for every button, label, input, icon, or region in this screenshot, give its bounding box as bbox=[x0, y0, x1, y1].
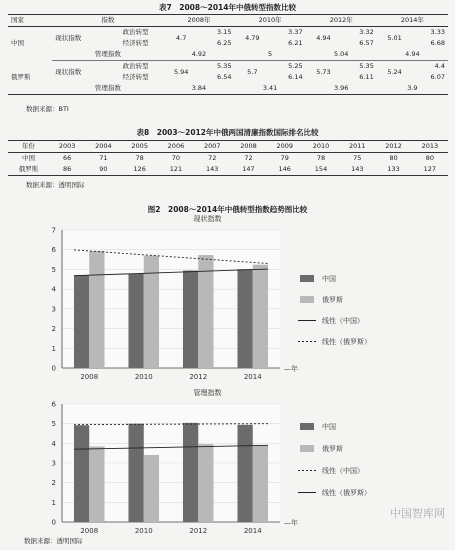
x-tick-label: 2010 bbox=[134, 373, 153, 381]
x-tick-label: 2014 bbox=[243, 373, 262, 381]
bar-russia bbox=[253, 445, 268, 522]
table-row bbox=[8, 141, 448, 153]
table8-cell: 年份 bbox=[8, 141, 49, 153]
bar-china bbox=[237, 425, 252, 522]
table8-cell: 2005 bbox=[122, 141, 158, 153]
table8-cell: 127 bbox=[423, 165, 437, 173]
table7-cell: 3.37 bbox=[288, 28, 303, 36]
table7-cell: 6.57 bbox=[359, 39, 374, 47]
table7-sub: 经济转型 bbox=[122, 73, 149, 81]
table-row bbox=[8, 61, 448, 73]
table7-cell: 4.94 bbox=[316, 33, 331, 42]
table8-cell: 147 bbox=[242, 165, 255, 173]
legend-label: 线性（中国） bbox=[322, 467, 364, 475]
bar-russia bbox=[144, 455, 159, 522]
bar-russia bbox=[253, 265, 268, 368]
bar-china bbox=[128, 424, 143, 522]
bar-china bbox=[74, 275, 89, 368]
table8-title: 表8 2003～2012年中俄两国清廉指数国际排名比较 bbox=[136, 128, 319, 137]
table-row bbox=[8, 49, 448, 61]
table7-sub: 经济转型 bbox=[122, 39, 149, 47]
bar-china bbox=[74, 425, 89, 522]
bar-russia bbox=[89, 446, 104, 522]
legend-swatch bbox=[300, 445, 314, 452]
legend-swatch bbox=[300, 296, 314, 303]
watermark: 中国智库网 bbox=[390, 507, 445, 520]
bar-china bbox=[183, 271, 198, 368]
table7-index: 现状指数 bbox=[55, 33, 82, 42]
table8-cell: 126 bbox=[133, 165, 146, 173]
legend-label: 俄罗斯 bbox=[322, 296, 343, 304]
table7-cell: 4.79 bbox=[245, 33, 260, 42]
table7-cell: 6.25 bbox=[217, 39, 232, 47]
table8-source: 数据来源：透明国际 bbox=[26, 181, 85, 189]
table8-cell: 146 bbox=[278, 165, 291, 173]
table8-cell: 143 bbox=[206, 165, 219, 173]
bar-russia bbox=[198, 255, 213, 368]
table7-header: 2014年 bbox=[377, 15, 448, 27]
table7-cell: 5.25 bbox=[288, 62, 303, 70]
figure-source: 数据来源：透明国际 bbox=[24, 537, 83, 545]
y-tick-label: 1 bbox=[51, 498, 56, 507]
table8-cell: 2012 bbox=[375, 141, 411, 153]
legend-swatch bbox=[300, 275, 314, 282]
table8-cell: 133 bbox=[387, 165, 400, 173]
table7-cell: 3.32 bbox=[359, 28, 374, 36]
table7-country: 俄罗斯 bbox=[11, 72, 31, 81]
x-tick-label: 2014 bbox=[243, 527, 262, 535]
table7-cell: 5.01 bbox=[387, 33, 402, 42]
table8-cell: 2004 bbox=[85, 141, 121, 153]
table7 bbox=[8, 14, 448, 95]
table7-header: 国家 bbox=[8, 15, 52, 27]
y-tick-label: 5 bbox=[51, 265, 56, 274]
table7-header: 2008年 bbox=[163, 15, 234, 27]
table8-cell: 90 bbox=[99, 165, 108, 173]
table8-cell: 78 bbox=[135, 154, 144, 162]
y-tick-label: 1 bbox=[51, 344, 56, 353]
table7-header: 2012年 bbox=[306, 15, 377, 27]
table-row bbox=[8, 83, 448, 95]
y-tick-label: 4 bbox=[51, 439, 56, 448]
legend-label: 中国 bbox=[322, 423, 336, 431]
table8-cell: 2010 bbox=[303, 141, 339, 153]
table7-cell: 5.73 bbox=[316, 67, 331, 76]
y-tick-label: 0 bbox=[51, 364, 56, 373]
table8-cell: 80 bbox=[389, 154, 398, 162]
table8-cell: 71 bbox=[99, 154, 108, 162]
table-row bbox=[8, 164, 448, 176]
table8-cell: 72 bbox=[208, 154, 217, 162]
y-tick-label: 3 bbox=[51, 305, 56, 314]
table7-cell: 6.21 bbox=[288, 39, 303, 47]
table7-cell: 4.92 bbox=[163, 49, 234, 61]
table8-cell: 2008 bbox=[230, 141, 266, 153]
table7-cell: 3.15 bbox=[217, 28, 232, 36]
table8 bbox=[8, 140, 448, 176]
table7-country: 中国 bbox=[11, 39, 24, 48]
bar-russia bbox=[89, 251, 104, 368]
y-tick-label: 6 bbox=[51, 246, 56, 255]
bar-china bbox=[128, 274, 143, 368]
x-tick-label: 2010 bbox=[134, 527, 153, 535]
legend-label: 线性（俄罗斯） bbox=[322, 489, 371, 497]
y-tick-label: 3 bbox=[51, 459, 56, 468]
x-tick-label: 2008 bbox=[80, 373, 99, 381]
table-row bbox=[8, 27, 448, 39]
table7-cell: 3.9 bbox=[407, 84, 418, 92]
table8-cell: 72 bbox=[244, 154, 253, 162]
y-tick-label: 2 bbox=[51, 325, 56, 334]
table7-cell: 6.07 bbox=[430, 73, 445, 81]
table8-cell: 78 bbox=[316, 154, 326, 162]
y-tick-label: 2 bbox=[51, 479, 56, 488]
table7-cell: 4.7 bbox=[176, 33, 187, 42]
y-tick-label: 6 bbox=[51, 400, 56, 409]
table7-cell: 5.35 bbox=[217, 62, 232, 70]
table8-cell: 俄罗斯 bbox=[18, 165, 39, 173]
table7-sub: 政治转型 bbox=[122, 62, 149, 70]
chart2-title: 管理指数 bbox=[193, 389, 222, 397]
table8-cell: 2013 bbox=[412, 141, 448, 153]
y-tick-label: 7 bbox=[51, 226, 56, 235]
table7-cell: 3.33 bbox=[430, 28, 445, 36]
bar-china bbox=[183, 423, 198, 522]
table8-cell: 75 bbox=[353, 154, 362, 162]
legend-label: 中国 bbox=[322, 275, 336, 283]
table7-cell: 6.11 bbox=[359, 73, 374, 81]
table7-sub: 政治转型 bbox=[122, 28, 149, 36]
bar-russia bbox=[198, 444, 213, 522]
table8-cell: 2009 bbox=[267, 141, 303, 153]
table7-cell: 5.94 bbox=[173, 67, 189, 76]
table7-cell: 5.04 bbox=[306, 49, 377, 61]
legend-swatch bbox=[300, 423, 314, 430]
table8-cell: 143 bbox=[351, 165, 364, 173]
table7-cell: 3.96 bbox=[333, 84, 349, 92]
bar-china bbox=[237, 269, 252, 368]
legend-label: 俄罗斯 bbox=[322, 445, 343, 453]
x-tick-label: 2008 bbox=[80, 527, 99, 535]
x-tick-label: 2012 bbox=[189, 373, 208, 381]
legend-label: 线性（中国） bbox=[322, 317, 364, 325]
table8-cell: 中国 bbox=[22, 154, 35, 162]
table7-index: 管理指数 bbox=[94, 84, 121, 92]
table7-cell: 5.24 bbox=[387, 67, 402, 76]
table7-cell: 6.68 bbox=[430, 39, 445, 47]
y-tick-label: 4 bbox=[51, 285, 56, 294]
table7-index: 管理指数 bbox=[52, 49, 163, 61]
table8-cell: 2006 bbox=[158, 141, 194, 153]
table8-cell: 2003 bbox=[49, 141, 85, 153]
table8-cell: 154 bbox=[314, 165, 328, 173]
table7-title: 表7 2008～2014年中俄转型指数比较 bbox=[159, 3, 296, 12]
x-tick-label: 2012 bbox=[189, 527, 208, 535]
table7-index: 现状指数 bbox=[55, 67, 82, 76]
table7-cell: 4.94 bbox=[377, 49, 448, 61]
table8-cell: 70 bbox=[171, 154, 181, 162]
table8-cell: 80 bbox=[425, 154, 434, 162]
table7-cell: 6.14 bbox=[288, 73, 303, 81]
table-row bbox=[8, 153, 448, 165]
figure-title: 图2 2008～2014年中俄转型指数趋势图比较 bbox=[147, 205, 308, 214]
table7-cell: 3.41 bbox=[262, 84, 278, 92]
table8-cell: 79 bbox=[280, 154, 289, 162]
chart-status-index bbox=[0, 226, 455, 381]
table8-cell: 2011 bbox=[339, 141, 375, 153]
x-axis-label: —年 bbox=[284, 365, 298, 373]
chart-management-index bbox=[0, 400, 455, 535]
y-tick-label: 5 bbox=[51, 420, 56, 429]
table7-header: 2010年 bbox=[235, 15, 306, 27]
chart1-title: 现状指数 bbox=[193, 215, 222, 223]
table8-cell: 86 bbox=[63, 165, 72, 173]
y-tick-label: 0 bbox=[51, 518, 56, 527]
table7-cell: 5 bbox=[235, 49, 306, 61]
table7-cell: 6.54 bbox=[217, 73, 232, 81]
table7-cell: 4.4 bbox=[434, 62, 445, 70]
table7-cell: 5.7 bbox=[247, 67, 258, 76]
table8-cell: 2007 bbox=[194, 141, 230, 153]
table7-cell: 5.35 bbox=[359, 62, 374, 70]
table7-cell: 3.84 bbox=[191, 84, 207, 92]
x-axis-label: —年 bbox=[284, 519, 298, 527]
table8-cell: 66 bbox=[63, 154, 72, 162]
table8-cell: 121 bbox=[169, 165, 183, 173]
table7-header: 指数 bbox=[52, 15, 163, 27]
legend-label: 线性（俄罗斯） bbox=[322, 338, 371, 346]
table7-source: 数据来源：BTI bbox=[26, 105, 69, 113]
